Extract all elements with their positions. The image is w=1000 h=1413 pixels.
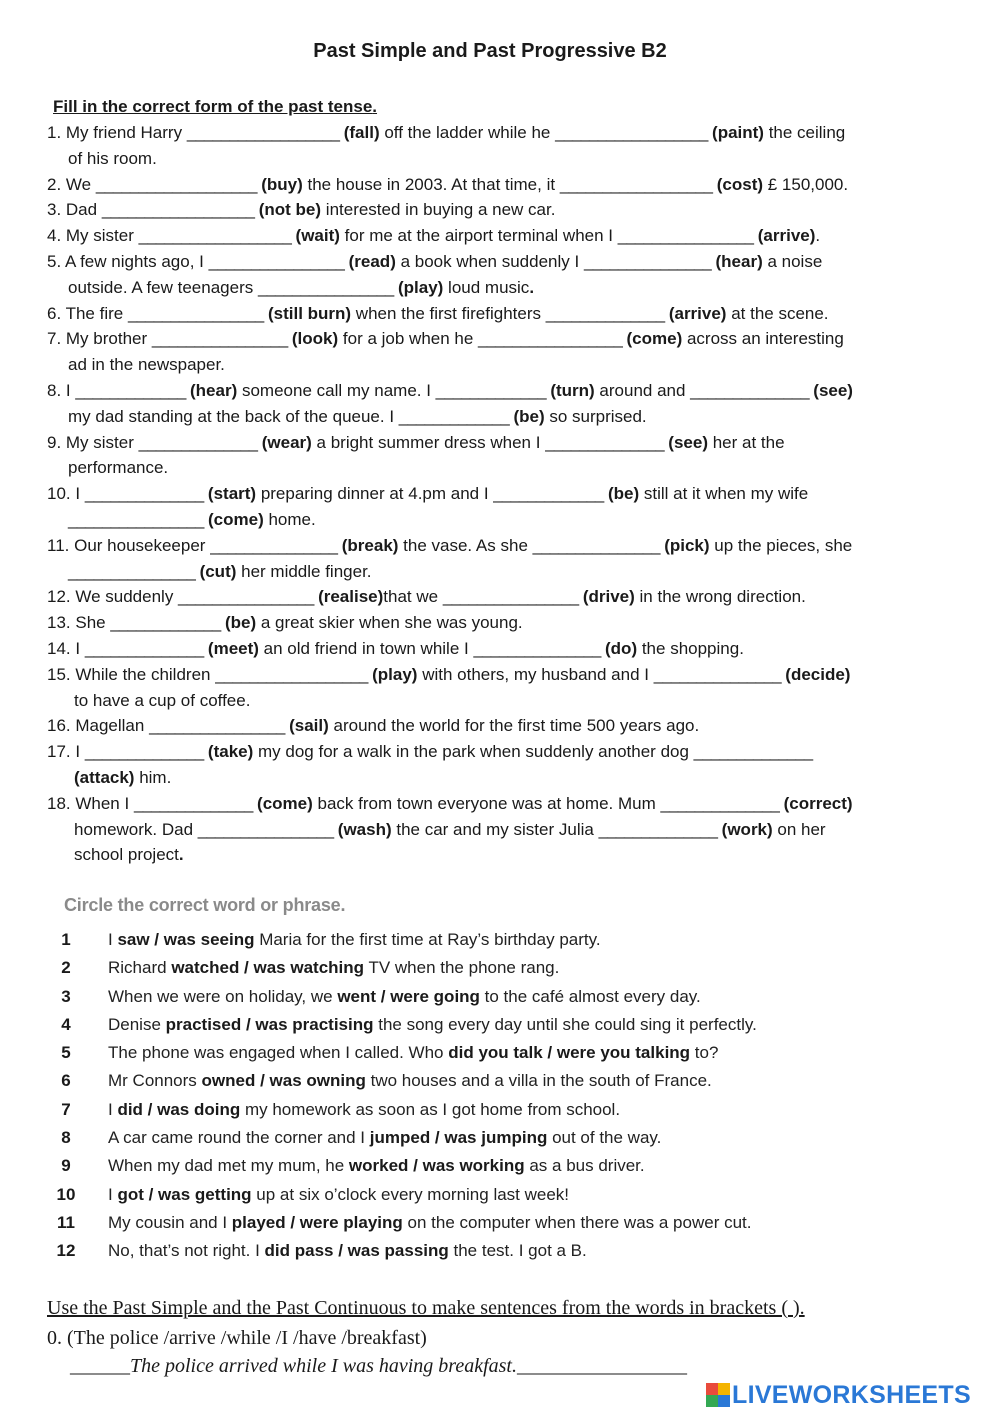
line-text: 16. Magellan [47, 716, 150, 736]
verb-hint: (fall) [343, 123, 380, 142]
answer-blank[interactable]: ______________ [693, 742, 813, 762]
verb-hint: (attack) [74, 767, 135, 787]
item-sentence [108, 1156, 645, 1176]
answer-blank[interactable]: _______________ [210, 535, 338, 555]
answer-blank[interactable]: ________________ [257, 277, 394, 297]
exercise-line [47, 662, 977, 688]
verb-hint: (wear) [261, 432, 312, 452]
answer-blank[interactable]: ________________ [197, 819, 334, 839]
liveworksheets-logo[interactable] [702, 1378, 971, 1412]
item-number: 10 [56, 1184, 76, 1204]
exercise-item [54, 958, 954, 986]
exercise-item [54, 1156, 954, 1184]
line-text: to have a cup of coffee. [74, 690, 251, 710]
section1-heading [53, 97, 377, 117]
verb-hint: (hear) [715, 251, 763, 271]
line-text: off the ladder while he [379, 123, 556, 142]
sentence-text: the test. I got a B. [448, 1241, 587, 1261]
answer-blank[interactable]: ______________ [598, 819, 717, 839]
line-text: 13. She [47, 613, 111, 633]
answer-blank[interactable]: _______________ [653, 664, 781, 684]
line-text: back from town everyone was at home. Mum [312, 793, 661, 813]
line-text: preparing dinner at 4.pm and I [256, 484, 494, 504]
sentence-text: Maria for the first time at Ray’s birthday party. [254, 930, 601, 949]
exercise-line [47, 430, 977, 456]
item-number: 7 [61, 1099, 71, 1119]
choice-options[interactable]: got / was getting [117, 1184, 252, 1204]
exercise-line [47, 713, 977, 739]
answer-blank[interactable]: ________________ [442, 587, 579, 607]
choice-options[interactable]: played / were playing [231, 1212, 403, 1232]
exercise-item [54, 1213, 954, 1241]
line-text: 2. We [47, 174, 96, 194]
choice-options[interactable]: watched / was watching [171, 958, 365, 978]
exercise-item [54, 1100, 954, 1128]
line-text: school project [74, 845, 179, 865]
sentence-text: as a bus driver. [524, 1156, 645, 1176]
exercise-line [47, 610, 977, 636]
line-text: a great skier when she was young. [256, 613, 523, 633]
answer-blank[interactable]: ______________ [545, 432, 664, 452]
verb-hint: (come) [257, 793, 313, 813]
answer-blank[interactable]: ______________ [84, 742, 204, 762]
choice-options[interactable]: went / were going [337, 986, 480, 1006]
line-text: around and [594, 380, 691, 400]
verb-hint: (play) [372, 664, 418, 684]
choice-options[interactable]: jumped / was jumping [369, 1128, 548, 1148]
line-text: £ 150,000. [763, 174, 849, 194]
section2-heading: Circle the correct word or phrase. [64, 895, 346, 915]
item-sentence [108, 1128, 661, 1148]
answer-blank[interactable]: _________________ [478, 329, 622, 349]
answer-blank[interactable]: ________________ [178, 587, 314, 607]
sentence-text: TV when the phone rang. [364, 958, 560, 978]
line-text: a book when suddenly I [395, 251, 584, 271]
exercise-item [54, 1015, 954, 1043]
verb-hint: (pick) [664, 535, 710, 555]
verb-hint: (be) [513, 406, 545, 426]
verb-hint: (arrive) [668, 303, 727, 323]
verb-hint: (come) [626, 329, 683, 349]
exercise-item [54, 1071, 954, 1099]
page-title: Past Simple and Past Progressive B2 [313, 40, 667, 62]
verb-hint: (cut) [199, 561, 237, 581]
exercise-line [47, 172, 977, 198]
exercise-line [47, 249, 977, 275]
line-text: loud music [443, 277, 530, 297]
circle-exercise [54, 930, 954, 1270]
line-text: 11. Our housekeeper [47, 535, 211, 555]
line-text: ad in the newspaper. [68, 355, 225, 375]
line-text: outside. A few teenagers [68, 277, 258, 297]
item-sentence [108, 1213, 752, 1233]
verb-hint: (sail) [289, 716, 329, 736]
verb-hint: (buy) [261, 174, 303, 194]
item-sentence [108, 987, 701, 1007]
exercise-line [47, 481, 977, 507]
item-number: 12 [56, 1241, 76, 1261]
exercise-line [47, 326, 977, 352]
verb-hint: (see) [813, 380, 853, 400]
answer-blank[interactable]: ______________ [545, 303, 665, 323]
sentence-text: up at six o’clock every morning last week! [251, 1184, 570, 1204]
answer-blank[interactable]: _______________ [473, 638, 601, 658]
answer-blank[interactable]: _____________ [398, 406, 509, 426]
sentence-text: out of the way. [547, 1128, 662, 1148]
line-text: at the scene. [726, 303, 829, 323]
answer-blank[interactable]: ______________ [660, 793, 779, 813]
exercise-line [47, 688, 977, 714]
line-text: her middle finger. [236, 561, 372, 581]
sentence-text: Mr Connors [108, 1071, 202, 1091]
verb-hint: (break) [341, 535, 399, 555]
answer-blank[interactable]: _____________ [110, 613, 221, 633]
exercise-line [47, 146, 977, 172]
verb-hint: (read) [348, 251, 396, 271]
line-text: him. [134, 767, 172, 787]
verb-hint: (drive) [582, 587, 635, 607]
line-text: 4. My sister [47, 226, 139, 246]
line-text: for a job when he [338, 329, 479, 349]
item-sentence [108, 930, 601, 950]
exercise-line [47, 275, 977, 301]
line-text: 12. We suddenly [47, 587, 179, 607]
item-number: 1 [61, 930, 71, 949]
answer-blank-prefix: ______ [70, 1355, 130, 1377]
verb-hint: (come) [208, 509, 264, 529]
exercise-line [47, 559, 977, 585]
logo-text: LIVEWORKSHEETS [732, 1380, 971, 1409]
exercise-line [47, 791, 977, 817]
answer-blank[interactable]: ________________ [149, 716, 285, 736]
section3-example: 0. (The police /arrive /while /I /have /breakfast) [47, 1327, 427, 1349]
exercise-line [47, 842, 977, 868]
exercise-line [47, 223, 977, 249]
sentence-text: When we were on holiday, we [108, 986, 338, 1006]
verb-hint: (be) [224, 613, 257, 633]
line-text: the vase. As she [398, 535, 533, 555]
item-number: 3 [61, 986, 71, 1006]
section3-example-answer [70, 1355, 687, 1378]
exercise-line [47, 507, 977, 533]
answer-blank[interactable]: __________________ [186, 123, 339, 142]
line-text: on her [772, 819, 826, 839]
line-text: the house in 2003. At that time, it [302, 174, 560, 194]
choice-options[interactable]: saw / was seeing [117, 930, 255, 949]
answer-blank[interactable]: __________________ [559, 174, 712, 194]
answer-blank[interactable]: ___________________ [95, 174, 257, 194]
sentence-text: I [108, 1184, 118, 1204]
exercise-line [47, 352, 977, 378]
item-number: 6 [61, 1071, 71, 1091]
line-text: an old friend in town while I [258, 638, 474, 658]
verb-hint: (cost) [716, 174, 764, 194]
sentence-text: Denise [108, 1014, 166, 1034]
verb-hint: (hear) [190, 380, 238, 400]
answer-blank[interactable]: ______________ [690, 380, 809, 400]
exercise-item [54, 930, 954, 958]
answer-blank[interactable]: ________________ [151, 329, 288, 349]
answer-blank[interactable]: _____________ [435, 380, 546, 400]
item-number: 4 [61, 1014, 71, 1034]
sentence-text: I [108, 1099, 118, 1119]
exercise-line [47, 765, 977, 791]
sentence-text: A car came round the corner and I [108, 1128, 370, 1148]
line-text: 18. When I [47, 793, 134, 813]
exercise-line [47, 636, 977, 662]
line-text: interested in buying a new car. [321, 200, 556, 220]
answer-blank-suffix: _________________ [516, 1355, 687, 1377]
item-sentence [108, 1043, 718, 1063]
verb-hint: (take) [207, 742, 254, 762]
answer-blank[interactable]: _____________ [75, 380, 186, 400]
sentence-text: When my dad met my mum, he [108, 1156, 349, 1176]
line-text: performance. [68, 458, 169, 478]
choice-options[interactable]: did / was doing [117, 1099, 241, 1119]
answer-blank[interactable]: _____________ [493, 484, 604, 504]
line-text: that we [383, 587, 443, 607]
line-text: the ceiling [763, 123, 846, 142]
line-text: the car and my sister Julia [391, 819, 599, 839]
choice-options[interactable]: practised / was practising [165, 1014, 374, 1034]
answer-blank[interactable]: ______________ [84, 484, 204, 504]
line-text: homework. Dad [74, 819, 198, 839]
item-number: 11 [57, 1212, 75, 1232]
verb-hint: (play) [397, 277, 444, 297]
line-text: my dad standing at the back of the queue. I [68, 406, 399, 426]
verb-hint: (turn) [550, 380, 595, 400]
answer-blank[interactable]: ________________ [68, 509, 204, 529]
item-sentence [108, 1071, 712, 1091]
verb-hint: (start) [207, 484, 257, 504]
logo-square-2 [718, 1383, 730, 1395]
section3-heading: Use the Past Simple and the Past Continuous to make sentences from the words in brackets ( ). [47, 1297, 805, 1319]
verb-hint: (decide) [785, 664, 851, 684]
exercise-item [54, 1043, 954, 1071]
line-text: of his room. [68, 148, 157, 168]
sentence-text: to the café almost every day. [479, 986, 701, 1006]
verb-hint: (look) [291, 329, 339, 349]
sentence-text: the song every day until she could sing it perfectly. [373, 1014, 757, 1034]
sentence-text: I [108, 930, 118, 949]
line-text: up the pieces, she [709, 535, 853, 555]
exercise-line [47, 739, 977, 765]
line-text: 6. The fire [47, 303, 128, 323]
verb-hint: (work) [721, 819, 773, 839]
line-text: a noise [762, 251, 823, 271]
logo-square-4 [718, 1395, 730, 1407]
section1-heading-text: Fill in the correct form of the past tense [53, 97, 373, 116]
exercise-line [47, 197, 977, 223]
exercise-line [47, 817, 977, 843]
exercise-line [47, 455, 977, 481]
line-text: my dog for a walk in the park when suddenly another dog [253, 742, 694, 762]
line-text: still at it when my wife [639, 484, 809, 504]
item-sentence [108, 1185, 569, 1205]
answer-blank[interactable]: __________________ [215, 664, 368, 684]
item-sentence [108, 1100, 620, 1120]
line-text: her at the [707, 432, 785, 452]
choice-options[interactable]: did you talk / were you talking [448, 1043, 691, 1063]
verb-hint: (arrive) [757, 226, 816, 246]
exercise-item [54, 1185, 954, 1213]
verb-hint: (wash) [337, 819, 392, 839]
sentence-text: my homework as soon as I got home from school. [240, 1099, 621, 1119]
verb-hint: (be) [607, 484, 640, 504]
verb-hint: (meet) [207, 638, 259, 658]
verb-hint: (do) [605, 638, 638, 658]
answer-text: The police arrived while I was having breakfast. [130, 1355, 517, 1377]
line-text: the shopping. [637, 638, 744, 658]
exercise-item [54, 1128, 954, 1156]
answer-blank[interactable]: ______________ [133, 793, 253, 813]
logo-icon [706, 1383, 730, 1407]
line-text: home. [263, 509, 316, 529]
line-text: across an interesting [682, 329, 844, 349]
line-text: 14. I [47, 638, 85, 658]
sentence-text: My cousin and I [108, 1212, 232, 1232]
exercise-line [47, 120, 977, 146]
answer-blank[interactable]: __________________ [555, 123, 708, 142]
sentence-text: Richard [108, 958, 172, 978]
line-text: so surprised. [544, 406, 647, 426]
line-text: for me at the airport terminal when I [339, 226, 618, 246]
line-text: 3. Dad [47, 200, 102, 220]
verb-hint: . [178, 845, 184, 865]
answer-blank[interactable]: ________________ [617, 226, 754, 246]
verb-hint: (see) [668, 432, 708, 452]
item-number: 8 [61, 1128, 71, 1148]
item-sentence [108, 958, 559, 978]
answer-blank[interactable]: ________________ [208, 251, 344, 271]
sentence-text: to? [690, 1043, 719, 1063]
fill-in-exercise [47, 120, 977, 868]
item-number: 5 [61, 1043, 71, 1063]
exercise-line [47, 584, 977, 610]
line-text: 8. I [47, 380, 76, 400]
verb-hint: (correct) [783, 793, 853, 813]
answer-blank[interactable]: __________________ [138, 226, 291, 246]
answer-blank[interactable]: ________________ [127, 303, 264, 323]
sentence-text: on the computer when there was a power cut. [402, 1212, 752, 1232]
answer-blank[interactable]: __________________ [101, 200, 254, 220]
line-text: 1. My friend Harry [47, 123, 187, 142]
item-sentence [108, 1015, 757, 1035]
exercise-item [54, 1241, 954, 1269]
sentence-text: No, that’s not right. I [108, 1241, 265, 1261]
verb-hint: (paint) [712, 123, 764, 142]
item-sentence [108, 1241, 587, 1261]
line-text: 7. My brother [47, 329, 152, 349]
exercise-line [47, 533, 977, 559]
choice-options[interactable]: did pass / was passing [264, 1241, 449, 1261]
verb-hint: (realise) [318, 587, 384, 607]
line-text: around the world for the first time 500 years ago. [328, 716, 700, 736]
verb-hint: (not be) [258, 200, 322, 220]
exercise-line [47, 378, 977, 404]
answer-blank[interactable]: ______________ [84, 638, 204, 658]
answer-blank[interactable]: _______________ [583, 251, 711, 271]
verb-hint: (wait) [295, 226, 340, 246]
line-text: 9. My sister [47, 432, 139, 452]
section1-heading-period: . [372, 97, 378, 116]
line-text: 5. A few nights ago, I [47, 251, 209, 271]
item-number: 2 [61, 958, 71, 978]
line-text: with others, my husband and I [417, 664, 654, 684]
answer-blank[interactable]: _______________ [532, 535, 660, 555]
line-text: a bright summer dress when I [311, 432, 546, 452]
exercise-item [54, 987, 954, 1015]
answer-blank[interactable]: ______________ [138, 432, 257, 452]
line-text: in the wrong direction. [634, 587, 806, 607]
logo-square-1 [706, 1383, 718, 1395]
sentence-text: two houses and a villa in the south of France. [365, 1071, 712, 1091]
exercise-line [47, 301, 977, 327]
line-text: . [815, 226, 821, 246]
exercise-line [47, 404, 977, 430]
line-text: someone call my name. I [237, 380, 436, 400]
verb-hint: . [529, 277, 535, 297]
answer-blank[interactable]: _______________ [68, 561, 195, 581]
logo-square-3 [706, 1395, 718, 1407]
verb-hint: (still burn) [267, 303, 352, 323]
line-text: when the first firefighters [351, 303, 546, 323]
line-text: 15. While the children [47, 664, 216, 684]
choice-options[interactable]: owned / was owning [201, 1071, 366, 1091]
line-text: 10. I [47, 484, 85, 504]
item-number: 9 [61, 1156, 71, 1176]
choice-options[interactable]: worked / was working [348, 1156, 525, 1176]
sentence-text: The phone was engaged when I called. Who [108, 1043, 449, 1063]
line-text: 17. I [47, 742, 85, 762]
